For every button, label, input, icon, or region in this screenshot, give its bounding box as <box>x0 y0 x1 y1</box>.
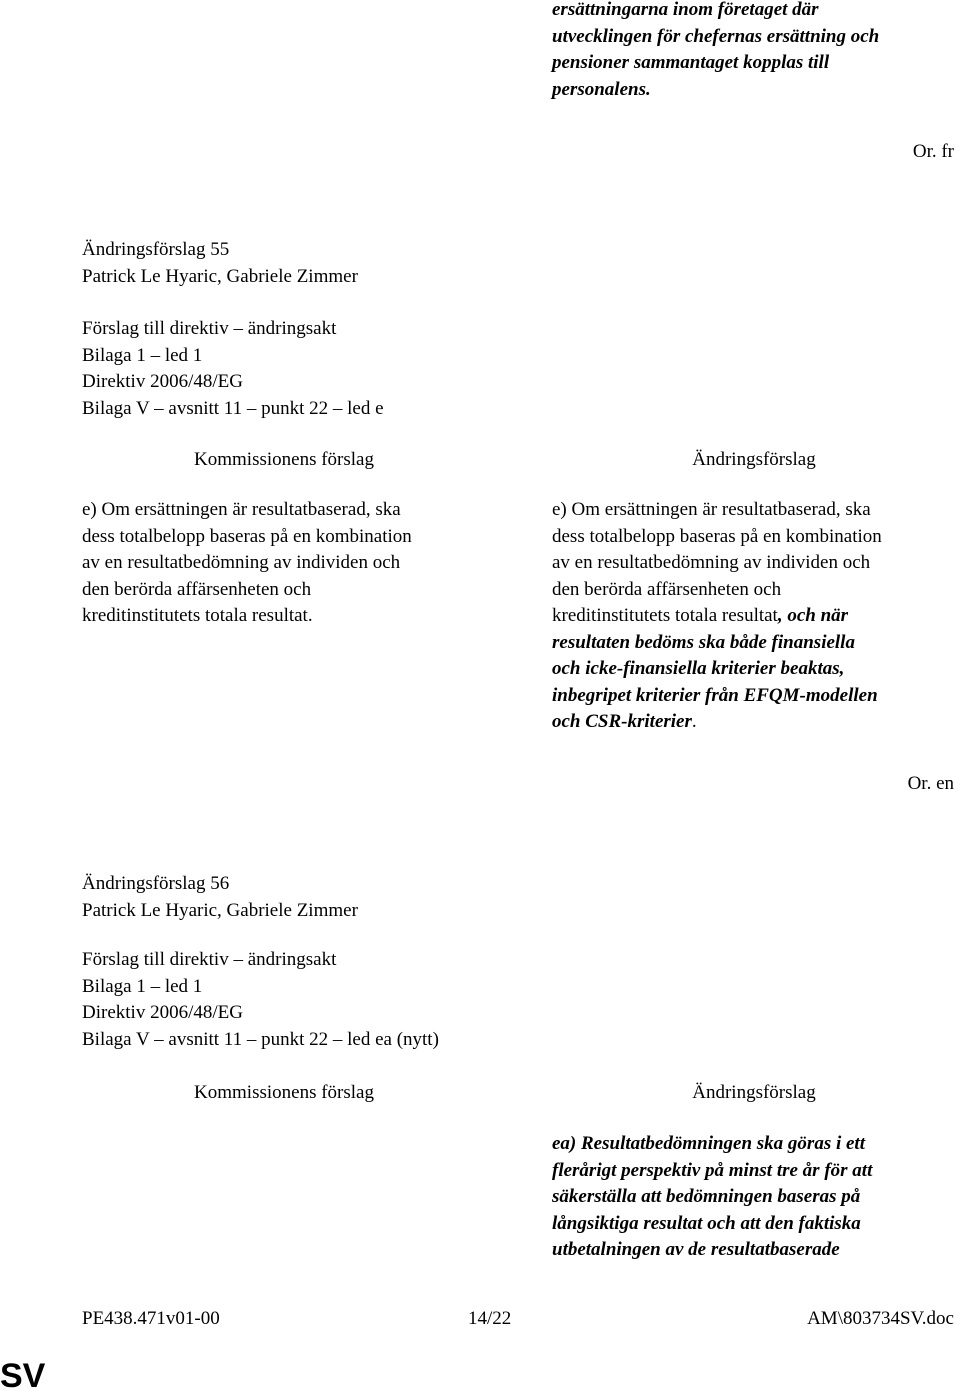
annex-label: Bilaga 1 – led 1 <box>82 344 203 366</box>
text-line: dess totalbelopp baseras på en kombination <box>82 525 412 547</box>
directive-label: Direktiv 2006/48/EG <box>82 1002 243 1023</box>
text-line-emphasis: ea) Resultatbedömningen ska göras i ett <box>552 1133 865 1154</box>
text-line: dess totalbelopp baseras på en kombination <box>552 525 882 547</box>
text-line: av en resultatbedömning av individen och <box>552 552 871 573</box>
text-plain: . <box>691 711 697 732</box>
amendment-text-55 <box>552 497 960 736</box>
continuation-line: pensioner sammantaget kopplas till <box>552 52 830 73</box>
text-line <box>552 603 960 630</box>
directive-label: Direktiv 2006/48/EG <box>82 371 243 392</box>
text-line: den berörda affärsenheten och <box>82 578 312 600</box>
amendment-56-header <box>82 871 502 924</box>
text-line <box>552 709 960 736</box>
text-line-emphasis: resultaten bedöms ska både finansiella <box>552 631 855 653</box>
proposal-label: Förslag till direktiv – ändringsakt <box>82 318 337 339</box>
text-line-emphasis: inbegripet kriterier från EFQM-modellen <box>552 684 878 706</box>
footer-file-name: AM\803734SV.doc <box>807 1308 954 1329</box>
amendment-authors: Patrick Le Hyaric, Gabriele Zimmer <box>82 265 358 287</box>
text-plain: kreditinstitutets totala resultat <box>552 605 778 626</box>
text-line: e) Om ersättningen är resultatbaserad, ska <box>552 499 871 520</box>
text-line: e) Om ersättningen är resultatbaserad, ska <box>82 499 401 520</box>
amendment-55-reference-block <box>82 316 502 422</box>
text-line-emphasis: flerårigt perspektiv på minst tre år för att <box>552 1159 873 1181</box>
text-emphasis: och CSR-kriterier <box>552 711 692 732</box>
amendment-55-header <box>82 237 502 290</box>
original-language-56: Or. en <box>907 773 954 794</box>
continuation-line: ersättningarna inom företaget där <box>552 0 819 20</box>
amendment-56-reference-block <box>82 947 542 1053</box>
reference-label: Bilaga V – avsnitt 11 – punkt 22 – led e <box>82 397 384 419</box>
text-line: av en resultatbedömning av individen och <box>82 552 401 573</box>
text-line: kreditinstitutets totala resultat. <box>82 605 313 626</box>
language-mark: SV <box>0 1357 46 1395</box>
continuation-line: personalens. <box>552 78 651 100</box>
right-column-header: Ändringsförslag <box>692 1082 816 1103</box>
proposal-label: Förslag till direktiv – ändringsakt <box>82 949 337 970</box>
text-emphasis: , och när <box>777 605 849 626</box>
commission-text-55 <box>82 497 502 630</box>
text-line-emphasis: och icke-finansiella kriterier beaktas, <box>552 658 845 679</box>
amendment-title: Ändringsförslag 55 <box>82 239 230 260</box>
text-line: den berörda affärsenheten och <box>552 578 782 600</box>
left-column-header: Kommissionens förslag <box>194 1082 374 1103</box>
amendment-authors: Patrick Le Hyaric, Gabriele Zimmer <box>82 899 358 921</box>
continuation-line: utvecklingen för chefernas ersättning och <box>552 25 880 47</box>
amendment-text-56 <box>552 1131 960 1264</box>
footer-doc-ref: PE438.471v01-00 <box>82 1308 220 1329</box>
footer-page-number: 14/22 <box>468 1308 512 1329</box>
left-column-header: Kommissionens förslag <box>194 449 374 470</box>
annex-label: Bilaga 1 – led 1 <box>82 975 203 997</box>
text-line-emphasis: långsiktiga resultat och att den faktiska <box>552 1212 861 1234</box>
text-line-emphasis: utbetalningen av de resultatbaserade <box>552 1239 840 1260</box>
right-column-header: Ändringsförslag <box>692 449 816 470</box>
amendment-title: Ändringsförslag 56 <box>82 873 230 894</box>
continuation-text <box>552 0 960 103</box>
reference-label: Bilaga V – avsnitt 11 – punkt 22 – led ea (nytt) <box>82 1028 439 1050</box>
text-line-emphasis: säkerställa att bedömningen baseras på <box>552 1186 861 1207</box>
original-language-55: Or. fr <box>912 141 954 162</box>
